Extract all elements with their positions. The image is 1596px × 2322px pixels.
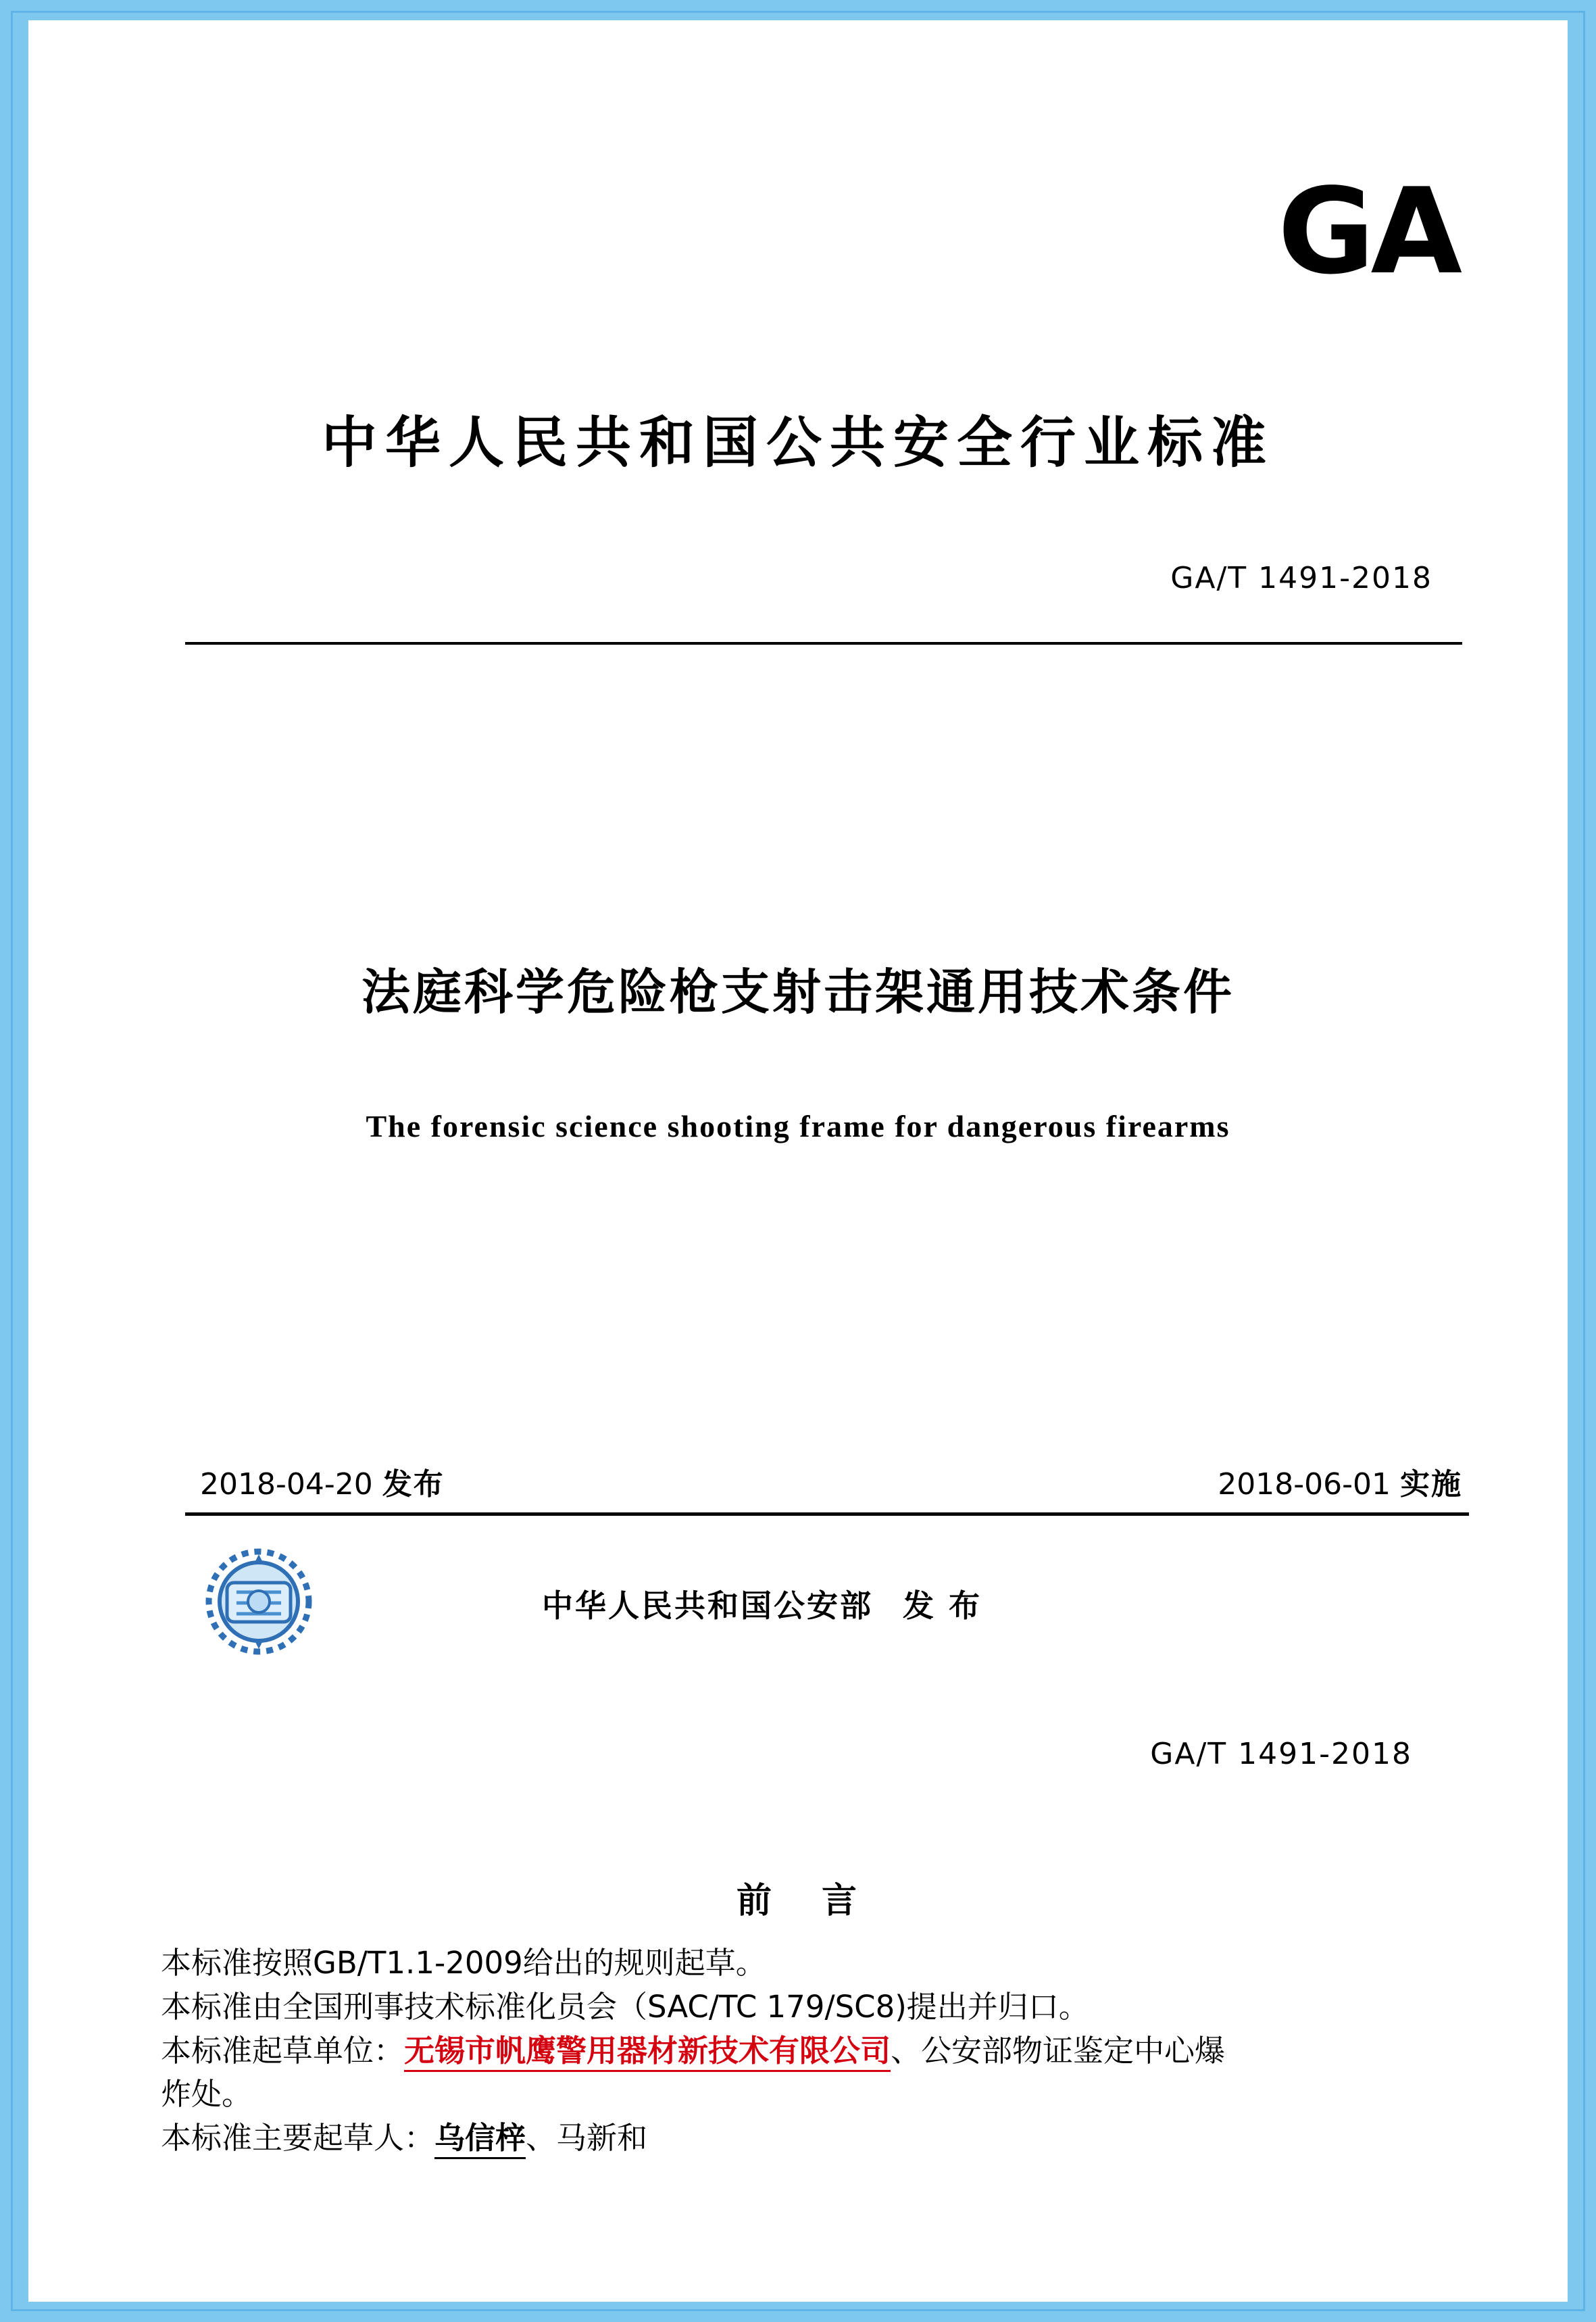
foreword-heading-char2: 言 xyxy=(822,1881,860,1921)
issue-date: 2018-04-20 xyxy=(200,1467,373,1502)
issue-date-block xyxy=(200,1460,445,1503)
effective-date-block xyxy=(1218,1460,1462,1503)
foreword-line-3 xyxy=(161,2031,1485,2072)
header-divider xyxy=(185,642,1462,645)
ministry-of-public-security-emblem-icon xyxy=(195,1541,323,1662)
issue-label: 发布 xyxy=(382,1467,445,1502)
publisher-action: 发 布 xyxy=(903,1587,982,1624)
document-title-english: The forensic science shooting frame for dangerous firearms xyxy=(366,1109,1230,1143)
running-header-standard-number: GA/T 1491-2018 xyxy=(1150,1737,1412,1771)
foreword-line-4 xyxy=(161,2118,1485,2159)
publisher-name: 中华人民共和国公安部 xyxy=(542,1587,873,1624)
main-drafter-highlight: 乌信梓 xyxy=(434,2120,526,2159)
standard-series-title: 中华人民共和国公共安全行业标准 xyxy=(321,411,1274,475)
standard-number-cover: GA/T 1491-2018 xyxy=(1170,561,1432,595)
effective-label: 实施 xyxy=(1400,1467,1462,1502)
foreword-line-3-prefix: 本标准起草单位： xyxy=(161,2032,405,2069)
effective-date: 2018-06-01 xyxy=(1218,1467,1391,1502)
ga-logo: GA xyxy=(1277,164,1458,301)
foreword-line-1: 本标准按照GB/T1.1-2009给出的规则起草。 xyxy=(161,1945,766,1981)
foreword-body xyxy=(161,1943,1485,2162)
document-title-chinese: 法庭科学危险枪支射击架通用技术条件 xyxy=(361,964,1235,1020)
foreword-line-4-suffix: 、马新和 xyxy=(526,2120,648,2156)
foreword-line-3-wrap: 炸处。 xyxy=(161,2076,253,2113)
foreword-heading-char1: 前 xyxy=(736,1881,774,1921)
foreword-line-4-prefix: 本标准主要起草人： xyxy=(161,2120,435,2156)
publisher-line xyxy=(542,1581,982,1626)
foreword-line-2: 本标准由全国刑事技术标准化员会（SAC/TC 179/SC8)提出并归口。 xyxy=(161,1988,1089,2025)
drafting-organization-highlight: 无锡市帆鹰警用器材新技术有限公司 xyxy=(404,2033,891,2072)
issue-divider xyxy=(185,1512,1469,1516)
foreword-line-3-suffix: 、公安部物证鉴定中心爆 xyxy=(891,2032,1226,2069)
page-content xyxy=(28,20,1568,2302)
foreword-heading xyxy=(28,1872,1568,1923)
issue-dates-row xyxy=(185,1460,1469,1507)
